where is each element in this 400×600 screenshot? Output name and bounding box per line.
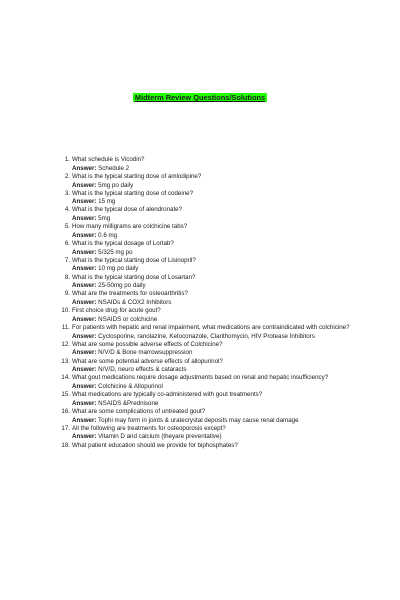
question-item: [58, 257, 358, 273]
question-number: 10.: [61, 307, 70, 315]
question-number: 1.: [64, 156, 70, 163]
question-text: What medications are typically co-administered with gout treatments?: [72, 391, 263, 399]
question-text: What is the typical starting dose of amlodipine?: [72, 172, 202, 180]
answer-text: Vitamin D and calcium (theyare preventative): [98, 433, 222, 441]
answer-text: NSAIDS &Prednisone: [98, 399, 159, 407]
title-wrap: [0, 87, 400, 105]
answer-text: 10 mg po daily: [98, 265, 139, 273]
answer: [72, 265, 358, 272]
answer-label: Answer:: [72, 248, 97, 256]
answer-label: Answer:: [72, 164, 97, 172]
answer-label: Answer:: [72, 332, 97, 340]
answer: [72, 333, 358, 340]
question-number: 5.: [64, 223, 70, 231]
answer: [72, 249, 358, 256]
answer: [72, 383, 358, 390]
answer: [72, 282, 358, 289]
question-text: What is the typical dose of alendronate?: [72, 206, 183, 214]
answer-label: Answer:: [72, 231, 97, 239]
question-text: What is the typical dosage of Lortab?: [72, 239, 174, 247]
answer-label: Answer:: [72, 416, 97, 424]
question-number: 17.: [61, 424, 70, 432]
answer: [72, 417, 358, 424]
answer-text: NSAIDS or colchicine: [98, 315, 158, 323]
answer: [72, 198, 358, 205]
question-item: [58, 173, 358, 189]
question-item: [58, 425, 358, 441]
question-item: [58, 391, 358, 407]
answer: [72, 165, 358, 172]
answer-label: Answer:: [72, 181, 97, 189]
answer-text: Schedule 2: [98, 164, 130, 172]
question-text: How many milligrams are colchicine tabs?: [72, 223, 188, 231]
answer-text: N/V/D, neuro effects & cataracts: [98, 366, 187, 374]
question-number: 18.: [61, 441, 70, 449]
question-text: What are some potential adverse effects of allopurinol?: [72, 357, 223, 365]
answer-text: 5/325 mg po: [98, 248, 133, 256]
question-item: [58, 240, 358, 256]
answer: [72, 215, 358, 222]
question-number: 8.: [64, 273, 70, 281]
question-number: 4.: [64, 206, 70, 214]
answer: [72, 400, 358, 407]
answer-label: Answer:: [72, 282, 97, 290]
question-text: What are some complications of untreated gout?: [72, 407, 206, 415]
answer-label: Answer:: [72, 215, 97, 223]
answer: [72, 316, 358, 323]
question-item: [58, 223, 358, 239]
answer-label: Answer:: [72, 265, 97, 273]
answer-text: Colchicine & Allopurinol: [98, 383, 163, 391]
question-number: 15.: [61, 391, 70, 399]
page-title: Midterm Review Questions/Solutions: [134, 93, 266, 102]
answer-label: Answer:: [72, 299, 97, 307]
question-list: [58, 156, 358, 450]
question-item: [58, 290, 358, 306]
question-item: [58, 408, 358, 424]
answer-text: N/V/D & Bone marrowsuppression: [98, 349, 193, 357]
question-text: What patient education should we provide for biphosphates?: [72, 441, 238, 449]
question-item: [58, 206, 358, 222]
question-text: What gout medications require dosage adjustments based on renal and hepatic insufficiency?: [72, 374, 329, 382]
question-number: 7.: [64, 256, 70, 264]
question-item: [58, 358, 358, 374]
answer-text: 5mg: [98, 215, 111, 223]
question-text: What is the typical starting dose of Lisinopril?: [72, 256, 196, 264]
answer-label: Answer:: [72, 383, 97, 391]
answer-label: Answer:: [72, 433, 97, 441]
question-item: [58, 156, 358, 172]
question-number: 6.: [64, 239, 70, 247]
question-text: What is the typical starting dose of codeine?: [72, 189, 194, 197]
question-item: [58, 324, 358, 340]
answer: [72, 349, 358, 356]
answer-text: 5mg po daily: [98, 181, 134, 189]
question-number: 16.: [61, 407, 70, 415]
question-item: [58, 374, 358, 390]
question-number: 9.: [64, 290, 70, 298]
question-number: 2.: [64, 172, 70, 180]
question-item: [58, 442, 358, 449]
question-number: 3.: [64, 189, 70, 197]
question-text: All the following are treatments for osteoporosis except?: [72, 424, 226, 432]
answer-label: Answer:: [72, 315, 97, 323]
question-item: [58, 274, 358, 290]
question-number: 12.: [61, 340, 70, 348]
answer: [72, 366, 358, 373]
answer-text: Tophi may form in joints & uratecrystal deposits may cause renal damage: [98, 416, 299, 424]
question-item: [58, 341, 358, 357]
question-text: What is the typical starting dose of Losartan?: [72, 273, 196, 281]
answer-text: 25-50mg po daily: [98, 282, 146, 290]
answer-text: 15 mg: [98, 198, 116, 206]
answer: [72, 433, 358, 440]
answer-label: Answer:: [72, 399, 97, 407]
question-text: What are the treatments for osteoarthritis?: [72, 290, 188, 298]
question-number: 14.: [61, 374, 70, 382]
answer-text: NSAIDs & COX2 Inhibitors: [98, 299, 172, 307]
question-number: 13.: [61, 357, 70, 365]
answer-label: Answer:: [72, 366, 97, 374]
answer-text: 0.6 mg: [98, 231, 118, 239]
question-text: What are some possible adverse effects of Colchicine?: [72, 340, 223, 348]
question-text: First choice drug for acute gout?: [72, 307, 161, 315]
question-text: What schedule is Vicodin?: [72, 156, 145, 163]
question-text: For patients with hepatic and renal impairment, what medications are contraindicated with colchicine?: [72, 323, 350, 331]
question-item: [58, 190, 358, 206]
answer: [72, 182, 358, 189]
answer-label: Answer:: [72, 349, 97, 357]
question-item: [58, 307, 358, 323]
answer: [72, 232, 358, 239]
answer-text: Cyclosporine, ranolazine, Ketoconazole, Clarithomycin, HIV Protease Inhibitors: [98, 332, 315, 340]
answer: [72, 299, 358, 306]
question-number: 11.: [61, 323, 70, 331]
answer-label: Answer:: [72, 198, 97, 206]
